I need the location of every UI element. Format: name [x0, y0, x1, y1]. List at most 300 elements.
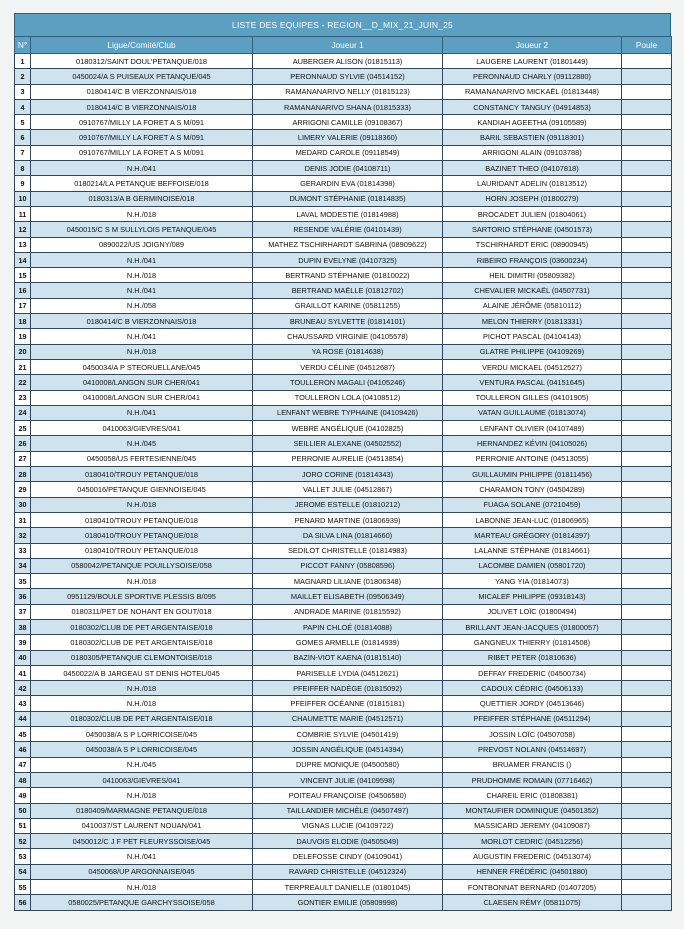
cell-player-2: LABONNE JEAN-LUC (01806965): [443, 512, 622, 527]
table-row: [15, 880, 672, 895]
cell-num: 14: [15, 252, 31, 267]
cell-num: 28: [15, 467, 31, 482]
table-row: [15, 375, 672, 390]
table-row: [15, 222, 672, 237]
table-header-row: [15, 37, 672, 54]
cell-num: 24: [15, 405, 31, 420]
cell-player-2: TOULLERON GILLES (04101905): [443, 390, 622, 405]
cell-player-1: TAILLANDIER MICHÈLE (04507497): [253, 803, 443, 818]
cell-player-1: POITEAU FRANÇOISE (04506580): [253, 788, 443, 803]
cell-poule: [622, 834, 672, 849]
cell-num: 11: [15, 206, 31, 221]
cell-poule: [622, 222, 672, 237]
cell-player-1: PFEIFFER NADÈGE (01815092): [253, 681, 443, 696]
cell-player-2: DEFFAY FREDERIC (04500734): [443, 665, 622, 680]
cell-club: 0450034/A P STEORUELLANE/045: [31, 359, 253, 374]
cell-poule: [622, 757, 672, 772]
cell-player-1: PAPIN CHLOÉ (01814088): [253, 619, 443, 634]
cell-player-2: VENTURA PASCAL (04151645): [443, 375, 622, 390]
table-row: [15, 283, 672, 298]
cell-club: N.H./018: [31, 344, 253, 359]
cell-club: 0180414/C B VIERZONNAIS/018: [31, 314, 253, 329]
cell-poule: [622, 176, 672, 191]
cell-player-2: MARTEAU GRÉGORY (01814397): [443, 528, 622, 543]
cell-num: 16: [15, 283, 31, 298]
cell-player-1: MATHEZ TSCHIRHARDT SABRINA (08909622): [253, 237, 443, 252]
cell-player-1: JORO CORINE (01814343): [253, 467, 443, 482]
table-row: [15, 268, 672, 283]
cell-club: N.H./041: [31, 283, 253, 298]
cell-player-1: RAMANANARIVO SHANA (01815333): [253, 99, 443, 114]
cell-club: 0180414/C B VIERZONNAIS/018: [31, 84, 253, 99]
cell-poule: [622, 206, 672, 221]
cell-poule: [622, 54, 672, 69]
cell-player-1: JOSSIN ANGÉLIQUE (04514394): [253, 742, 443, 757]
table-row: [15, 115, 672, 130]
cell-player-2: SARTORIO STÉPHANE (04501573): [443, 222, 622, 237]
cell-club: 0410063/GIEVRES/041: [31, 772, 253, 787]
cell-poule: [622, 314, 672, 329]
cell-player-1: BRUNEAU SYLVETTE (01814101): [253, 314, 443, 329]
cell-club: N.H./018: [31, 681, 253, 696]
table-row: [15, 130, 672, 145]
cell-player-1: AUBERGER ALISON (01815113): [253, 54, 443, 69]
cell-num: 15: [15, 268, 31, 283]
cell-club: 0910767/MILLY LA FORET A S M/091: [31, 145, 253, 160]
cell-poule: [622, 497, 672, 512]
cell-player-2: YANG YIA (01814073): [443, 574, 622, 589]
cell-poule: [622, 681, 672, 696]
cell-poule: [622, 619, 672, 634]
cell-player-1: PICCOT FANNY (05808596): [253, 558, 443, 573]
cell-player-2: LAURIDANT ADELIN (01813512): [443, 176, 622, 191]
cell-player-1: DENIS JODIE (04108711): [253, 161, 443, 176]
table-row: [15, 206, 672, 221]
cell-player-2: CHAREIL ERIC (01808381): [443, 788, 622, 803]
cell-poule: [622, 772, 672, 787]
cell-player-1: GERARDIN EVA (01814398): [253, 176, 443, 191]
cell-player-2: BARIL SEBASTIEN (09118301): [443, 130, 622, 145]
cell-num: 49: [15, 788, 31, 803]
table-row: [15, 344, 672, 359]
cell-num: 13: [15, 237, 31, 252]
cell-poule: [622, 604, 672, 619]
cell-player-2: HERNANDEZ KÉVIN (04105026): [443, 436, 622, 451]
cell-player-2: CHARAMON TONY (04504289): [443, 482, 622, 497]
teams-table-body: [15, 54, 672, 911]
cell-player-2: LALANNE STÉPHANE (01814661): [443, 543, 622, 558]
cell-club: 0410037/ST LAURENT NOUAN/041: [31, 818, 253, 833]
cell-player-1: DAUVOIS ELODIE (04505049): [253, 834, 443, 849]
table-row: [15, 665, 672, 680]
cell-player-2: RAMANANARIVO MICKAËL (01813448): [443, 84, 622, 99]
cell-num: 44: [15, 711, 31, 726]
table-row: [15, 574, 672, 589]
table-row: [15, 298, 672, 313]
cell-player-2: VATAN GUILLAUME (01813074): [443, 405, 622, 420]
table-row: [15, 727, 672, 742]
cell-num: 25: [15, 421, 31, 436]
cell-player-2: ALAINE JÉRÔME (05810112): [443, 298, 622, 313]
cell-poule: [622, 864, 672, 879]
table-row: [15, 436, 672, 451]
cell-poule: [622, 543, 672, 558]
cell-player-1: SEILLIER ALEXANE (04502552): [253, 436, 443, 451]
table-row: [15, 558, 672, 573]
cell-num: 20: [15, 344, 31, 359]
table-row: [15, 818, 672, 833]
cell-player-1: GONTIER EMILIE (05809998): [253, 895, 443, 910]
cell-club: 0450012/C J F PET FLEURYSSOISE/045: [31, 834, 253, 849]
cell-num: 4: [15, 99, 31, 114]
cell-club: 0910767/MILLY LA FORET A S M/091: [31, 115, 253, 130]
cell-poule: [622, 405, 672, 420]
cell-club: 0180410/TROUY PETANQUE/018: [31, 528, 253, 543]
cell-num: 41: [15, 665, 31, 680]
cell-club: 0180410/TROUY PETANQUE/018: [31, 467, 253, 482]
cell-poule: [622, 574, 672, 589]
table-row: [15, 99, 672, 114]
cell-player-1: BAZIN-VIOT KAENA (01815140): [253, 650, 443, 665]
cell-player-1: VERDU CÉLINE (04512687): [253, 359, 443, 374]
cell-player-1: COMBRIE SYLVIE (04501419): [253, 727, 443, 742]
cell-player-2: FUAGA SOLANE (07210459): [443, 497, 622, 512]
cell-poule: [622, 482, 672, 497]
table-row: [15, 742, 672, 757]
cell-player-2: MICALEF PHILIPPE (09318143): [443, 589, 622, 604]
table-row: [15, 252, 672, 267]
cell-club: N.H./018: [31, 206, 253, 221]
cell-num: 5: [15, 115, 31, 130]
cell-player-1: LENFANT WEBRE TYPHAINE (04109426): [253, 405, 443, 420]
header-num: N°: [15, 37, 31, 54]
cell-player-1: PENARD MARTINE (01806939): [253, 512, 443, 527]
cell-player-1: CHAUSSARD VIRGINIE (04105578): [253, 329, 443, 344]
cell-poule: [622, 467, 672, 482]
cell-club: 0450038/A S P LORRICOISE/045: [31, 727, 253, 742]
cell-player-1: PFEIFFER OCÉANNE (01815181): [253, 696, 443, 711]
cell-player-1: YA ROSE (01814638): [253, 344, 443, 359]
cell-num: 54: [15, 864, 31, 879]
cell-num: 10: [15, 191, 31, 206]
cell-club: N.H./018: [31, 788, 253, 803]
cell-player-2: HEIL DIMITRI (05809382): [443, 268, 622, 283]
table-row: [15, 635, 672, 650]
team-list-sheet: [14, 13, 671, 911]
cell-poule: [622, 344, 672, 359]
cell-num: 2: [15, 69, 31, 84]
cell-poule: [622, 451, 672, 466]
cell-num: 17: [15, 298, 31, 313]
cell-club: N.H./041: [31, 161, 253, 176]
cell-player-1: PARISELLE LYDIA (04512621): [253, 665, 443, 680]
cell-player-1: DUMONT STÉPHANIE (01814835): [253, 191, 443, 206]
cell-player-1: PERONNAUD SYLVIE (04514152): [253, 69, 443, 84]
cell-num: 56: [15, 895, 31, 910]
table-row: [15, 54, 672, 69]
cell-poule: [622, 115, 672, 130]
table-row: [15, 145, 672, 160]
cell-num: 9: [15, 176, 31, 191]
table-row: [15, 482, 672, 497]
cell-poule: [622, 283, 672, 298]
cell-num: 43: [15, 696, 31, 711]
cell-num: 23: [15, 390, 31, 405]
cell-player-2: PRUDHOMME ROMAIN (07716462): [443, 772, 622, 787]
cell-num: 36: [15, 589, 31, 604]
cell-club: 0180302/CLUB DE PET ARGENTAISE/018: [31, 635, 253, 650]
cell-player-1: MAGNARD LILIANE (01806348): [253, 574, 443, 589]
cell-num: 34: [15, 558, 31, 573]
header-player-1: Joueur 1: [253, 37, 443, 54]
table-row: [15, 467, 672, 482]
cell-club: 0410008/LANGON SUR CHER/041: [31, 390, 253, 405]
cell-club: N.H./058: [31, 298, 253, 313]
cell-club: 0951129/BOULE SPORTIVE PLESSIS B/095: [31, 589, 253, 604]
cell-num: 18: [15, 314, 31, 329]
table-row: [15, 788, 672, 803]
cell-num: 38: [15, 619, 31, 634]
cell-num: 40: [15, 650, 31, 665]
cell-club: N.H./041: [31, 329, 253, 344]
cell-num: 12: [15, 222, 31, 237]
cell-poule: [622, 329, 672, 344]
cell-player-2: BRILLANT JEAN-JACQUES (01800057): [443, 619, 622, 634]
cell-club: 0450058/US FERTESIENNE/045: [31, 451, 253, 466]
cell-player-1: DUPIN EVELYNE (04107325): [253, 252, 443, 267]
cell-num: 39: [15, 635, 31, 650]
cell-player-1: JEROME ESTELLE (01810212): [253, 497, 443, 512]
cell-poule: [622, 696, 672, 711]
cell-num: 45: [15, 727, 31, 742]
table-row: [15, 834, 672, 849]
cell-poule: [622, 237, 672, 252]
cell-player-2: CADOUX CÉDRIC (04506133): [443, 681, 622, 696]
table-row: [15, 69, 672, 84]
cell-poule: [622, 558, 672, 573]
cell-player-2: CONSTANCY TANGUY (04914853): [443, 99, 622, 114]
cell-player-2: CLAESEN RÉMY (05811075): [443, 895, 622, 910]
cell-player-2: MORLOT CEDRIC (04512256): [443, 834, 622, 849]
cell-club: 0180305/PETANQUE CLEMONTOISE/018: [31, 650, 253, 665]
cell-num: 3: [15, 84, 31, 99]
table-row: [15, 390, 672, 405]
cell-num: 33: [15, 543, 31, 558]
cell-player-1: BERTRAND MAËLLE (01812702): [253, 283, 443, 298]
cell-poule: [622, 375, 672, 390]
cell-player-1: TOULLERON LOLA (04108512): [253, 390, 443, 405]
cell-num: 52: [15, 834, 31, 849]
page-title: LISTE DES EQUIPES - REGION__D_MIX_21_JUIN_25: [14, 13, 671, 36]
cell-num: 8: [15, 161, 31, 176]
cell-player-2: KANDIAH AGEETHA (09105589): [443, 115, 622, 130]
cell-poule: [622, 69, 672, 84]
cell-club: 0580025/PETANQUE GARCHYSSOISE/058: [31, 895, 253, 910]
cell-club: 0450016/PETANQUE GIENNOISE/045: [31, 482, 253, 497]
cell-player-2: LENFANT OLIVIER (04107489): [443, 421, 622, 436]
cell-player-1: TERPREAULT DANIELLE (01801045): [253, 880, 443, 895]
cell-club: N.H./018: [31, 574, 253, 589]
cell-num: 27: [15, 451, 31, 466]
cell-num: 37: [15, 604, 31, 619]
cell-club: 0180302/CLUB DE PET ARGENTAISE/018: [31, 619, 253, 634]
cell-player-1: CHAUMETTE MARIE (04512571): [253, 711, 443, 726]
cell-poule: [622, 650, 672, 665]
table-row: [15, 161, 672, 176]
cell-poule: [622, 528, 672, 543]
cell-club: 0580042/PETANQUE POUILLYSOISE/058: [31, 558, 253, 573]
table-row: [15, 711, 672, 726]
cell-club: 0180410/TROUY PETANQUE/018: [31, 543, 253, 558]
cell-club: N.H./018: [31, 696, 253, 711]
cell-poule: [622, 818, 672, 833]
cell-club: 0450015/C S M SULLYLOIS PETANQUE/045: [31, 222, 253, 237]
cell-num: 19: [15, 329, 31, 344]
cell-club: N.H./041: [31, 849, 253, 864]
cell-poule: [622, 880, 672, 895]
cell-player-2: MASSICARD JEREMY (04109087): [443, 818, 622, 833]
cell-poule: [622, 589, 672, 604]
cell-num: 35: [15, 574, 31, 589]
cell-club: 0450068/UP ARGONNAISE/045: [31, 864, 253, 879]
cell-poule: [622, 803, 672, 818]
cell-player-2: PFEIFFER STÉPHANE (04511294): [443, 711, 622, 726]
cell-player-2: HORN JOSEPH (01800279): [443, 191, 622, 206]
cell-player-2: PERRONIE ANTOINE (04513055): [443, 451, 622, 466]
teams-table: [14, 36, 672, 911]
cell-player-1: ARRIGONI CAMILLE (09108367): [253, 115, 443, 130]
cell-poule: [622, 512, 672, 527]
cell-poule: [622, 252, 672, 267]
cell-player-1: GOMES ARMELLE (01814939): [253, 635, 443, 650]
header-poule: Poule: [622, 37, 672, 54]
cell-num: 47: [15, 757, 31, 772]
cell-player-1: BERTRAND STÉPHANIE (01810022): [253, 268, 443, 283]
cell-poule: [622, 665, 672, 680]
cell-player-1: RESENDE VALÉRIE (04101439): [253, 222, 443, 237]
table-row: [15, 359, 672, 374]
cell-num: 53: [15, 849, 31, 864]
cell-num: 26: [15, 436, 31, 451]
cell-club: 0180409/MARMAGNE PETANQUE/018: [31, 803, 253, 818]
cell-player-1: LAVAL MODESTIE (01814988): [253, 206, 443, 221]
cell-player-2: BROCADET JULIEN (01804061): [443, 206, 622, 221]
cell-player-2: GLATRE PHILIPPE (04109269): [443, 344, 622, 359]
cell-player-2: FONTBONNAT BERNARD (01407205): [443, 880, 622, 895]
cell-player-2: LACOMBE DAMIEN (05801720): [443, 558, 622, 573]
table-row: [15, 604, 672, 619]
cell-poule: [622, 84, 672, 99]
cell-club: N.H./041: [31, 405, 253, 420]
table-row: [15, 329, 672, 344]
cell-player-2: BRUAMER FRANCIS (): [443, 757, 622, 772]
cell-club: 0410063/GIEVRES/041: [31, 421, 253, 436]
cell-num: 55: [15, 880, 31, 895]
cell-player-1: MEDARD CAROLE (09118549): [253, 145, 443, 160]
cell-poule: [622, 436, 672, 451]
cell-poule: [622, 421, 672, 436]
cell-poule: [622, 191, 672, 206]
cell-player-2: LAUGERE LAURENT (01801449): [443, 54, 622, 69]
cell-player-2: ARRIGONI ALAIN (09103788): [443, 145, 622, 160]
cell-player-1: RAMANANARIVO NELLY (01815123): [253, 84, 443, 99]
cell-club: 0410008/LANGON SUR CHER/041: [31, 375, 253, 390]
table-row: [15, 237, 672, 252]
cell-player-2: TSCHIRHARDT ERIC (08900945): [443, 237, 622, 252]
cell-player-2: PREVOST NOLANN (04514697): [443, 742, 622, 757]
table-row: [15, 849, 672, 864]
cell-player-2: AUGUSTIN FREDERIC (04513074): [443, 849, 622, 864]
cell-poule: [622, 268, 672, 283]
cell-club: 0180311/PET DE NOHANT EN GOUT/018: [31, 604, 253, 619]
cell-club: 0910767/MILLY LA FORET A S M/091: [31, 130, 253, 145]
table-row: [15, 681, 672, 696]
table-row: [15, 895, 672, 910]
table-row: [15, 176, 672, 191]
cell-player-1: LIMERY VALERIE (09118360): [253, 130, 443, 145]
cell-poule: [622, 359, 672, 374]
cell-num: 1: [15, 54, 31, 69]
cell-player-1: SEDILOT CHRISTELLE (01814983): [253, 543, 443, 558]
table-row: [15, 543, 672, 558]
cell-player-2: MONTAUFIER DOMINIQUE (04501352): [443, 803, 622, 818]
table-row: [15, 497, 672, 512]
cell-poule: [622, 711, 672, 726]
cell-poule: [622, 727, 672, 742]
cell-num: 42: [15, 681, 31, 696]
cell-club: 0180410/TROUY PETANQUE/018: [31, 512, 253, 527]
table-row: [15, 421, 672, 436]
table-row: [15, 650, 672, 665]
cell-player-2: JOSSIN LOÏC (04507058): [443, 727, 622, 742]
cell-club: 0450038/A S P LORRICOISE/045: [31, 742, 253, 757]
cell-player-2: CHEVALIER MICKAËL (04507731): [443, 283, 622, 298]
cell-player-2: QUETTIER JORDY (04513646): [443, 696, 622, 711]
cell-poule: [622, 145, 672, 160]
cell-player-2: BAZINET THEO (04107818): [443, 161, 622, 176]
header-player-2: Joueur 2: [443, 37, 622, 54]
cell-club: 0450024/A S PUISEAUX PETANQUE/045: [31, 69, 253, 84]
cell-player-2: JOLIVET LOÏC (01800494): [443, 604, 622, 619]
table-row: [15, 864, 672, 879]
cell-club: N.H./018: [31, 497, 253, 512]
cell-player-1: MAILLET ELISABETH (09506349): [253, 589, 443, 604]
cell-club: 0450022/A B JARGEAU ST DENIS HOTEL/045: [31, 665, 253, 680]
cell-player-2: PICHOT PASCAL (04104143): [443, 329, 622, 344]
table-row: [15, 405, 672, 420]
table-row: [15, 451, 672, 466]
cell-player-2: MELON THIERRY (01813331): [443, 314, 622, 329]
cell-club: N.H./018: [31, 268, 253, 283]
cell-num: 6: [15, 130, 31, 145]
cell-club: N.H./045: [31, 757, 253, 772]
cell-player-2: HENNER FRÉDÉRIC (04501880): [443, 864, 622, 879]
cell-player-1: RAVARD CHRISTELLE (04512324): [253, 864, 443, 879]
cell-club: N.H./018: [31, 880, 253, 895]
cell-player-2: VERDU MICKAEL (04512527): [443, 359, 622, 374]
table-row: [15, 772, 672, 787]
cell-num: 51: [15, 818, 31, 833]
cell-poule: [622, 788, 672, 803]
cell-poule: [622, 390, 672, 405]
table-row: [15, 314, 672, 329]
cell-poule: [622, 742, 672, 757]
cell-player-2: PERONNAUD CHARLY (09112880): [443, 69, 622, 84]
cell-num: 29: [15, 482, 31, 497]
header-club: Ligue/Comité/Club: [31, 37, 253, 54]
cell-club: 0180302/CLUB DE PET ARGENTAISE/018: [31, 711, 253, 726]
cell-player-2: GANGNEUX THIERRY (01814508): [443, 635, 622, 650]
